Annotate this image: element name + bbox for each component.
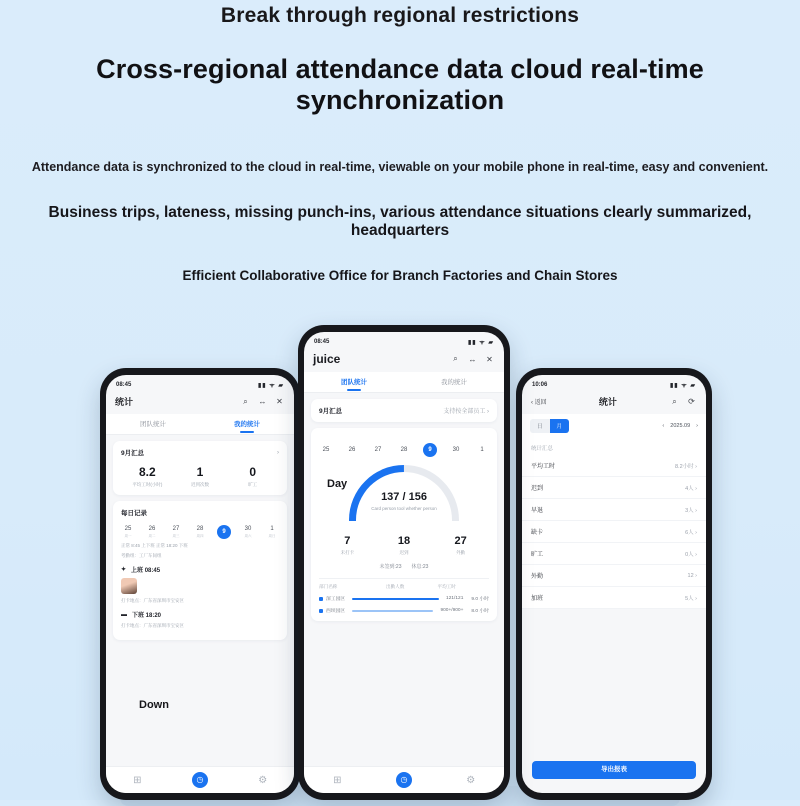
phone-left <box>100 368 300 800</box>
row-label: 缺卡 <box>531 530 544 536</box>
row-name: 西坝园区 <box>326 609 346 614</box>
day-number: 30 <box>244 525 252 532</box>
metric-label: 平均工时(小时) <box>132 482 163 487</box>
day-number: 25 <box>124 525 132 532</box>
row-label: 加班 <box>531 596 544 602</box>
day-cell[interactable] <box>241 526 255 539</box>
current-month: 2025.09 <box>670 423 691 429</box>
app-bar <box>304 348 504 372</box>
day-cell[interactable] <box>193 526 207 539</box>
row-value: 3人 › <box>685 507 697 514</box>
day-cell-selected[interactable]: 9 <box>217 525 231 539</box>
row-label: 旷工 <box>531 552 544 558</box>
daily-record-card <box>113 501 287 640</box>
metric-label: 未打卡 <box>340 550 355 555</box>
day-number: 1 <box>270 525 274 532</box>
metric-label: 外勤 <box>456 550 466 555</box>
list-item[interactable] <box>522 587 706 609</box>
day-number: 26 <box>148 525 156 532</box>
subtitle-one: Attendance data is synchronized to the cloud in real-time, viewable on your mobile phone in real-time, easy and convenient. <box>31 160 769 174</box>
list-item[interactable] <box>522 477 706 499</box>
daily-note-one: 正常 8:45 上下班 正常 18:20 下班 <box>121 543 188 548</box>
day-sub: 周一 <box>124 533 132 538</box>
punch-dot-icon: ▬ <box>121 611 127 618</box>
punch-footnote: 打卡地点：广东省深圳市宝安区 <box>121 598 184 603</box>
swap-icon[interactable]: ↔ <box>468 354 477 364</box>
punch-out-label: 下班 18:20 <box>132 613 162 619</box>
punch-in-label: 上班 08:45 <box>131 568 161 574</box>
tabbar-grid-icon[interactable]: ⊞ <box>133 774 142 786</box>
status-time: 10:06 <box>532 382 548 388</box>
subtitle-three: Efficient Collaborative Office for Branch Factories and Chain Stores <box>182 268 618 283</box>
pill-row <box>319 563 489 570</box>
metric-value: 0 <box>249 465 257 479</box>
swap-icon[interactable]: ↔ <box>258 397 267 406</box>
row-name: 深工园区 <box>326 597 346 602</box>
day-strip <box>121 525 279 539</box>
day-sub: 周日 <box>268 533 276 538</box>
row-value: 12 › <box>687 572 697 579</box>
header-copy <box>0 0 800 283</box>
summary-card <box>113 441 287 495</box>
chevron-right-icon[interactable]: › <box>277 449 279 456</box>
next-month-icon[interactable]: › <box>696 423 698 429</box>
phone-right <box>516 368 712 800</box>
pill-rest[interactable]: 休息:23 <box>411 564 429 570</box>
filter-link[interactable]: 支持按全部员工 › <box>443 409 489 415</box>
phone-right-screen <box>522 375 706 793</box>
phone-mid-screen <box>304 332 504 793</box>
day-cell[interactable]: 26 <box>348 447 356 453</box>
punch-dot-icon: ✦ <box>121 567 127 573</box>
summary-card-head <box>319 406 489 415</box>
row-hours: 8.0 小时 <box>471 609 489 614</box>
row-label: 外勤 <box>531 574 544 580</box>
metric-label: 迟到次数 <box>191 482 209 487</box>
punch-out-row <box>121 610 279 619</box>
daily-note-two: 考勤组：工厂车间组 <box>121 553 162 558</box>
tab-team-stats[interactable]: 团队统计 <box>304 372 404 392</box>
section-label: 统计汇总 <box>522 438 706 455</box>
date-nav <box>662 423 698 429</box>
gauge-caption: Card person tool whether person <box>371 506 437 511</box>
bottom-tab-bar <box>304 766 504 793</box>
metric-label: 旷工 <box>248 482 258 487</box>
gauge-value: 137 / 156 <box>381 491 427 503</box>
metric-value: 18 <box>397 535 411 547</box>
app-title: juice <box>313 352 341 366</box>
row-bar <box>352 610 433 612</box>
summary-title: 9月汇总 <box>121 450 145 457</box>
app-bar <box>106 391 294 414</box>
metric-absent <box>226 465 279 488</box>
app-title: 统计 <box>115 397 134 407</box>
row-label: 早退 <box>531 508 544 514</box>
metric-late <box>174 465 227 488</box>
status-icons: ▮▮ ᯤ ▰ <box>467 340 494 346</box>
tab-team-stats[interactable]: 团队统计 <box>140 421 166 428</box>
page-title: Cross-regional attendance data cloud real-time synchronization <box>96 54 704 115</box>
col-department: 部门名称 <box>319 584 338 589</box>
day-cell[interactable] <box>265 526 279 539</box>
row-value: 5人 › <box>685 595 697 602</box>
tab-my-stats[interactable]: 我的统计 <box>441 379 467 386</box>
summary-metrics <box>121 465 279 488</box>
day-cell-selected[interactable]: 9 <box>423 443 437 457</box>
tab-bar <box>304 372 504 393</box>
row-hours: 9.0 小时 <box>471 597 489 602</box>
day-sub: 周三 <box>172 533 180 538</box>
status-time: 08:45 <box>314 339 330 345</box>
export-report-button[interactable]: 导出报表 <box>532 761 696 779</box>
day-cell[interactable] <box>121 526 135 539</box>
day-cell[interactable]: 27 <box>374 447 382 453</box>
metric-label: 迟到 <box>399 550 409 555</box>
tabbar-clock-icon[interactable] <box>371 772 438 788</box>
metric-avg-hours <box>121 465 174 488</box>
col-avg-hours: 平均工时 <box>437 584 456 589</box>
table-header <box>319 578 489 590</box>
fab-clock-icon[interactable]: ◷ <box>192 772 208 788</box>
refresh-icon[interactable]: ⟳ <box>688 397 695 406</box>
list-item[interactable] <box>522 499 706 521</box>
row-bar <box>352 598 439 600</box>
tabbar-grid-icon[interactable]: ⊞ <box>333 774 342 786</box>
daily-title: 每日记录 <box>121 510 147 517</box>
tabbar-gear-icon[interactable]: ⚙ <box>466 774 476 786</box>
list-item[interactable] <box>522 565 706 587</box>
row-label: 迟到 <box>531 486 544 492</box>
tabbar-gear-icon[interactable]: ⚙ <box>258 774 268 786</box>
phone-left-screen <box>106 375 294 793</box>
day-cell[interactable]: 28 <box>400 447 408 453</box>
col-attendance: 出勤人数 <box>385 584 405 589</box>
prev-month-icon[interactable]: ‹ <box>662 423 665 429</box>
segment-day[interactable]: 日 <box>530 419 550 433</box>
status-bar <box>522 375 706 391</box>
bottom-tab-bar <box>106 766 294 793</box>
row-label: 平均工时 <box>531 464 556 470</box>
metric-missing-punch <box>319 535 376 556</box>
status-bar <box>106 375 294 391</box>
search-icon[interactable]: ⌕ <box>453 354 458 363</box>
subtitle-two: Business trips, lateness, missing punch-ins, various attendance situations clearly summarized, headquarters <box>48 204 752 239</box>
day-sub: 周四 <box>196 533 204 538</box>
day-number: 27 <box>172 525 180 532</box>
list-item[interactable] <box>522 521 706 543</box>
status-icons: ▮▮ ᯤ ▰ <box>669 383 696 389</box>
table-row[interactable] <box>319 595 489 602</box>
app-title: 统计 <box>598 397 617 407</box>
metric-field-work <box>432 535 489 556</box>
status-bar <box>304 332 504 348</box>
segment-month[interactable]: 月 <box>550 419 570 433</box>
daily-card-head <box>121 508 279 517</box>
day-number: 28 <box>196 525 204 532</box>
back-button[interactable]: ‹ 返回 <box>531 400 547 406</box>
summary-title: 9月汇总 <box>319 408 343 415</box>
metric-value: 27 <box>454 535 467 547</box>
row-ratio: 900+/900+ <box>440 608 464 613</box>
tabbar-clock-icon[interactable] <box>169 772 232 788</box>
triple-metrics <box>319 535 489 556</box>
row-ratio: 121/121 <box>446 596 464 601</box>
row-value: 6人 › <box>685 529 697 536</box>
period-segment[interactable] <box>530 419 569 433</box>
day-cell[interactable]: 1 <box>480 447 484 453</box>
metric-value: 1 <box>196 465 204 479</box>
phone-group <box>0 325 800 800</box>
series-swatch <box>319 597 323 601</box>
list-item[interactable] <box>522 455 706 477</box>
phone-mid <box>298 325 510 800</box>
stats-card <box>311 428 497 621</box>
list-item[interactable] <box>522 543 706 565</box>
summary-card-head <box>121 448 279 457</box>
metric-value: 7 <box>344 535 351 547</box>
metric-value: 8.2 <box>138 465 156 479</box>
annotation-day: Day <box>327 478 348 490</box>
annotation-down: Down <box>139 699 169 711</box>
punch-in-row <box>121 565 279 574</box>
avatar <box>121 578 137 594</box>
app-bar <box>522 391 706 414</box>
day-cell[interactable]: 30 <box>452 447 460 453</box>
punch-out-footnote: 打卡地点：广东省深圳市宝安区 <box>121 623 184 628</box>
close-icon[interactable]: ✕ <box>276 397 283 406</box>
day-cell[interactable]: 25 <box>322 447 330 453</box>
day-sub: 周二 <box>148 533 156 538</box>
day-cell[interactable] <box>169 526 183 539</box>
day-cell[interactable] <box>145 526 159 539</box>
day-strip <box>319 443 489 457</box>
series-swatch <box>319 609 323 613</box>
segment-row <box>522 414 706 438</box>
row-value: 4人 › <box>685 485 697 492</box>
summary-header-card <box>311 399 497 422</box>
gauge-widget <box>319 465 489 529</box>
search-icon[interactable]: ⌕ <box>243 396 248 406</box>
fab-clock-icon[interactable]: ◷ <box>396 772 412 788</box>
tab-bar <box>106 414 294 435</box>
row-value: 8.2小时 › <box>674 463 697 470</box>
metric-late <box>376 535 433 556</box>
tab-my-stats[interactable]: 我的统计 <box>200 414 294 434</box>
status-icons: ▮▮ ᯤ ▰ <box>257 383 284 389</box>
day-sub: 周六 <box>244 533 252 538</box>
pill-unsigned[interactable]: 未签到:23 <box>379 564 402 570</box>
status-time: 08:45 <box>116 382 132 388</box>
table-row[interactable] <box>319 607 489 614</box>
kicker-text: Break through regional restrictions <box>220 4 580 27</box>
row-value: 0人 › <box>685 551 697 558</box>
close-icon[interactable]: ✕ <box>486 354 493 364</box>
search-icon[interactable]: ⌕ <box>672 396 677 406</box>
